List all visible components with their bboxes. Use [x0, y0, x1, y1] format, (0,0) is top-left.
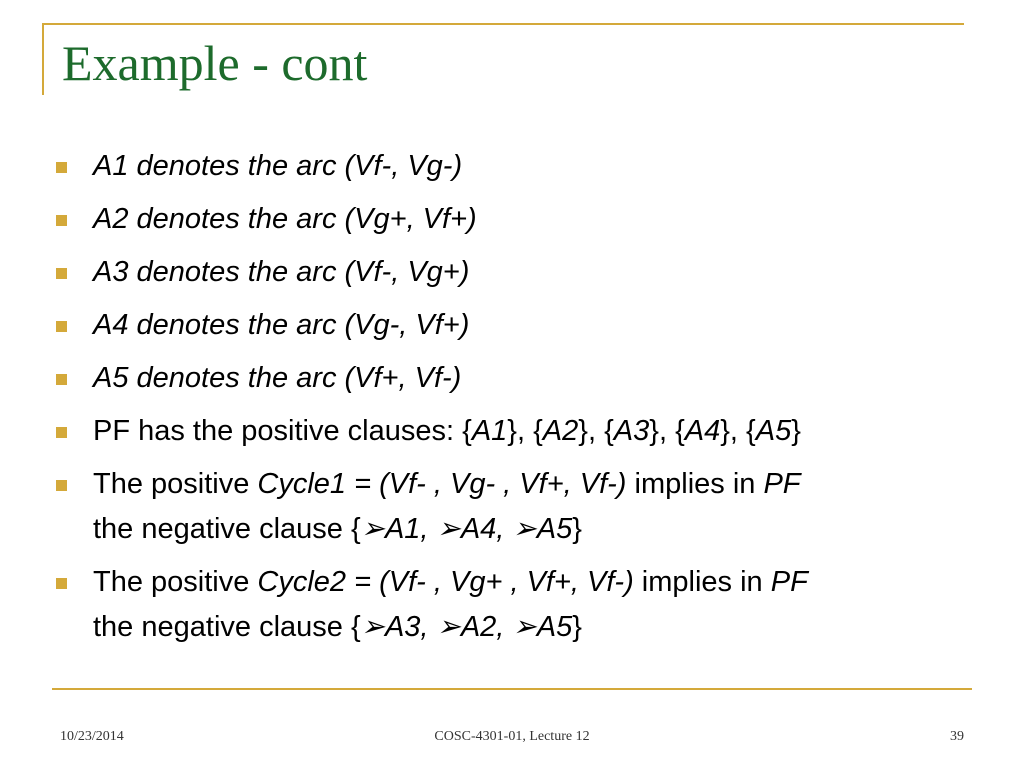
bullet-line-1 [93, 560, 1016, 605]
bullet-line-2 [93, 605, 1016, 650]
cycle-prefix: The positive [93, 468, 258, 500]
clause-sep-1: }, { [507, 415, 543, 447]
bullet-text: A2 denotes the arc (Vg+, Vf+) [93, 203, 477, 235]
negative-clause-suffix: } [572, 513, 582, 545]
square-bullet-icon [56, 427, 67, 438]
clause-a3: A3 [613, 415, 650, 447]
cycle-pf: PF [770, 566, 808, 598]
clause-a4: A4 [684, 415, 721, 447]
bullet-text: A4 denotes the arc (Vg-, Vf+) [93, 309, 470, 341]
clause-sep-2: }, { [578, 415, 614, 447]
clause-sep-4: }, { [720, 415, 756, 447]
bullet-list [56, 144, 1016, 658]
clause-prefix: PF has the positive clauses: { [93, 415, 472, 447]
bullet-line-1 [93, 462, 1016, 507]
cycle-middle: implies in [626, 468, 764, 500]
clause-a1: A1 [471, 415, 508, 447]
footer-page-number: 39 [950, 729, 964, 744]
bullet-text: A5 denotes the arc (Vf+, Vf-) [93, 362, 462, 394]
bullet-item-8 [56, 560, 1016, 650]
square-bullet-icon [56, 321, 67, 332]
clause-a5: A5 [755, 415, 792, 447]
cycle-prefix: The positive [93, 566, 258, 598]
bullet-item-2 [56, 197, 1016, 242]
cycle-pf: PF [763, 468, 801, 500]
negative-clause-prefix: the negative clause { [93, 513, 361, 545]
cycle-expression: Cycle2 = (Vf- , Vg+ , Vf+, Vf-) [257, 566, 634, 598]
bullet-item-3 [56, 250, 1016, 295]
bullet-item-4 [56, 303, 1016, 348]
cycle-middle: implies in [633, 566, 771, 598]
bullet-item-5 [56, 356, 1016, 401]
bullet-item-7 [56, 462, 1016, 552]
negative-clause-literals: ➢A1, ➢A4, ➢A5 [360, 513, 573, 545]
footer-course: COSC-4301-01, Lecture 12 [434, 729, 590, 744]
footer-divider [52, 688, 972, 690]
clause-sep-3: }, { [649, 415, 685, 447]
slide-title: Example - cont [62, 35, 368, 91]
square-bullet-icon [56, 268, 67, 279]
clause-suffix: } [791, 415, 801, 447]
square-bullet-icon [56, 162, 67, 173]
negative-clause-literals: ➢A3, ➢A2, ➢A5 [360, 611, 573, 643]
clause-a2: A2 [542, 415, 579, 447]
cycle-expression: Cycle1 = (Vf- , Vg- , Vf+, Vf-) [257, 468, 627, 500]
frame-top-rule [42, 23, 964, 25]
bullet-line-2 [93, 507, 1016, 552]
square-bullet-icon [56, 578, 67, 589]
bullet-text: A1 denotes the arc (Vf-, Vg-) [93, 150, 463, 182]
negative-clause-prefix: the negative clause { [93, 611, 361, 643]
footer-date: 10/23/2014 [60, 729, 124, 744]
bullet-text: A3 denotes the arc (Vf-, Vg+) [93, 256, 470, 288]
bullet-item-1 [56, 144, 1016, 189]
bullet-item-6 [56, 409, 1016, 454]
square-bullet-icon [56, 374, 67, 385]
square-bullet-icon [56, 215, 67, 226]
negative-clause-suffix: } [572, 611, 582, 643]
square-bullet-icon [56, 480, 67, 491]
frame-left-rule [42, 23, 44, 95]
